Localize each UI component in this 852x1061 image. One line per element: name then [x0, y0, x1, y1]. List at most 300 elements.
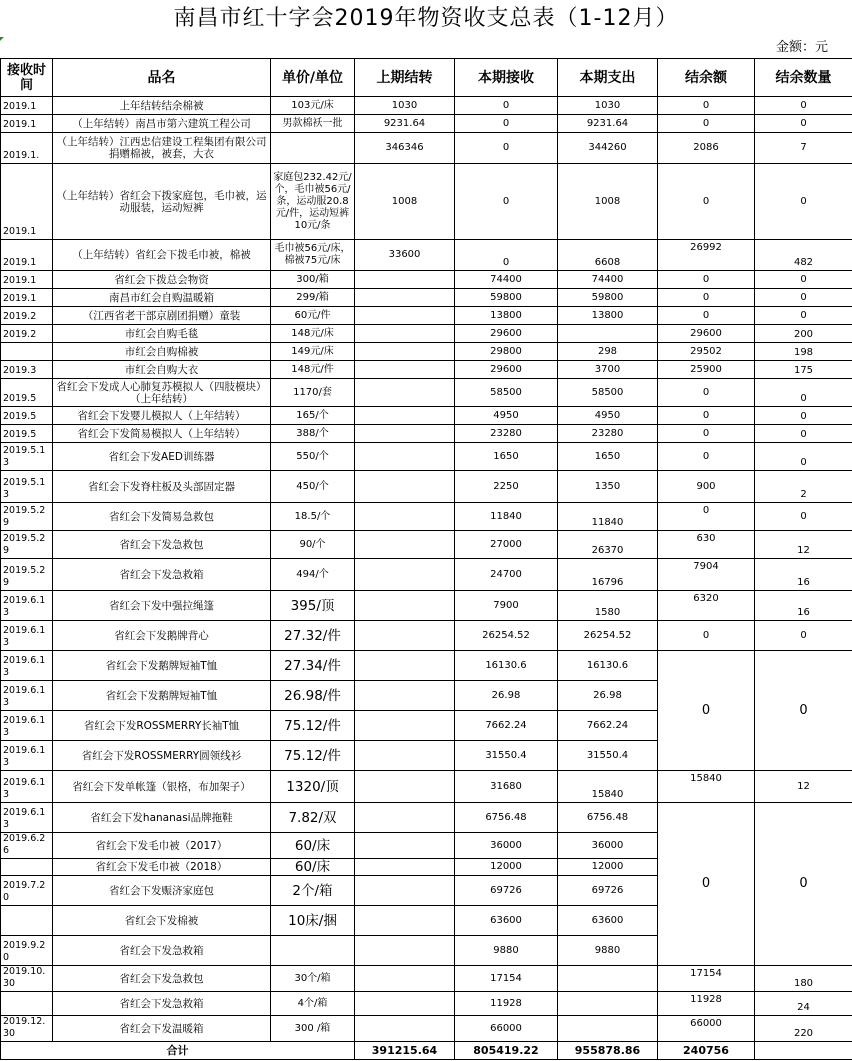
table-row: [1, 471, 852, 503]
quantity-cell: 0: [755, 407, 852, 425]
unit-price-cell: 300 /箱: [271, 1016, 355, 1042]
prev-balance-cell: [355, 591, 455, 621]
item-name-cell: 省红会下发急救箱: [53, 936, 271, 966]
prev-balance-cell: [355, 531, 455, 559]
date-cell: 2019.12.30: [1, 1016, 53, 1042]
quantity-cell: 16: [755, 559, 852, 591]
date-cell: [1, 906, 53, 936]
prev-balance-cell: [355, 343, 455, 361]
total-quantity: [755, 1042, 852, 1060]
total-expense: 955878.86: [558, 1042, 658, 1060]
table-row: [1, 425, 852, 443]
header-cell: 接收时间: [1, 59, 53, 97]
item-name-cell: 省红会下发鹅牌短袖T恤: [53, 681, 271, 711]
received-cell: 7662.24: [455, 711, 558, 741]
total-prev-balance: 391215.64: [355, 1042, 455, 1060]
item-name-cell: 市红会自购毛毯: [53, 325, 271, 343]
table-row: [1, 379, 852, 407]
received-cell: 12000: [455, 859, 558, 876]
table-row: [1, 164, 852, 240]
unit-price-cell: 550/个: [271, 443, 355, 471]
header-cell: 本期接收: [455, 59, 558, 97]
balance-cell: 900: [658, 471, 755, 503]
expense-cell: 6756.48: [558, 803, 658, 833]
prev-balance-cell: [355, 1016, 455, 1042]
balance-cell: 0: [658, 115, 755, 133]
prev-balance-cell: [355, 936, 455, 966]
prev-balance-cell: [355, 741, 455, 771]
balance-cell: 0: [658, 621, 755, 651]
balance-cell: 11928: [658, 992, 755, 1016]
table-row: [1, 289, 852, 307]
quantity-cell: 12: [755, 771, 852, 803]
summary-table: [0, 58, 852, 1060]
received-cell: 26.98: [455, 681, 558, 711]
expense-cell: 4950: [558, 407, 658, 425]
merged-quantity-cell: 0: [755, 651, 852, 771]
unit-price-cell: 75.12/件: [271, 711, 355, 741]
table-row: [1, 531, 852, 559]
date-cell: 2019.1: [1, 271, 53, 289]
prev-balance-cell: [355, 471, 455, 503]
received-cell: 16130.6: [455, 651, 558, 681]
prev-balance-cell: [355, 711, 455, 741]
table-row: [1, 240, 852, 271]
item-name-cell: （上年结转）省红会下拨毛巾被，棉被: [53, 240, 271, 271]
item-name-cell: （上年结转）南昌市第六建筑工程公司: [53, 115, 271, 133]
quantity-cell: 0: [755, 503, 852, 531]
received-cell: 31680: [455, 771, 558, 803]
expense-cell: [558, 966, 658, 992]
balance-cell: 0: [658, 271, 755, 289]
quantity-cell: 0: [755, 425, 852, 443]
date-cell: 2019.2: [1, 307, 53, 325]
unit-price-cell: 30个/箱: [271, 966, 355, 992]
received-cell: 11840: [455, 503, 558, 531]
expense-cell: 26254.52: [558, 621, 658, 651]
expense-cell: 298: [558, 343, 658, 361]
prev-balance-cell: [355, 503, 455, 531]
header-cell: 结余额: [658, 59, 755, 97]
prev-balance-cell: [355, 992, 455, 1016]
item-name-cell: 南昌市红会自购温暖箱: [53, 289, 271, 307]
prev-balance-cell: [355, 833, 455, 859]
unit-price-cell: 60/床: [271, 859, 355, 876]
item-name-cell: （上年结转）江西忠信建设工程集团有限公司捐赠棉被，被套，大衣: [53, 133, 271, 164]
balance-cell: 29600: [658, 325, 755, 343]
date-cell: 2019.3: [1, 361, 53, 379]
received-cell: 26254.52: [455, 621, 558, 651]
item-name-cell: 省红会下发棉被: [53, 906, 271, 936]
unit-price-cell: 450/个: [271, 471, 355, 503]
prev-balance-cell: 1030: [355, 97, 455, 115]
balance-cell: 0: [658, 164, 755, 240]
table-row: [1, 803, 852, 833]
expense-cell: [558, 325, 658, 343]
expense-cell: 1650: [558, 443, 658, 471]
prev-balance-cell: 346346: [355, 133, 455, 164]
prev-balance-cell: [355, 681, 455, 711]
date-cell: 2019.5.13: [1, 443, 53, 471]
prev-balance-cell: [355, 425, 455, 443]
quantity-cell: 0: [755, 115, 852, 133]
expense-cell: 13800: [558, 307, 658, 325]
total-received: 805419.22: [455, 1042, 558, 1060]
table-row: [1, 407, 852, 425]
received-cell: 29600: [455, 325, 558, 343]
date-cell: 2019.1: [1, 97, 53, 115]
date-cell: 2019.9.20: [1, 936, 53, 966]
unit-price-cell: 27.34/件: [271, 651, 355, 681]
received-cell: 7900: [455, 591, 558, 621]
received-cell: 0: [455, 133, 558, 164]
unit-price-cell: 148元/床: [271, 325, 355, 343]
date-cell: 2019.7.20: [1, 876, 53, 906]
expense-cell: 26.98: [558, 681, 658, 711]
expense-cell: 23280: [558, 425, 658, 443]
page-title: 南昌市红十字会2019年物资收支总表（1-12月）: [173, 6, 679, 31]
item-name-cell: 省红会下发ROSSMERRY圆领线衫: [53, 741, 271, 771]
balance-cell: 0: [658, 307, 755, 325]
expense-cell: 9880: [558, 936, 658, 966]
balance-cell: 0: [658, 407, 755, 425]
prev-balance-cell: [355, 325, 455, 343]
quantity-cell: 0: [755, 289, 852, 307]
table-row: [1, 133, 852, 164]
unit-price-cell: 300/箱: [271, 271, 355, 289]
expense-cell: 74400: [558, 271, 658, 289]
item-name-cell: 省红会下拨总会物资: [53, 271, 271, 289]
table-row: [1, 591, 852, 621]
date-cell: 2019.6.13: [1, 681, 53, 711]
item-name-cell: （江西省老干部京剧团捐赠）童装: [53, 307, 271, 325]
unit-price-cell: 18.5/个: [271, 503, 355, 531]
balance-cell: 2086: [658, 133, 755, 164]
date-cell: 2019.6.13: [1, 621, 53, 651]
item-name-cell: 省红会下发急救包: [53, 531, 271, 559]
unit-label: 金额：元: [775, 40, 828, 55]
total-balance: 240756: [658, 1042, 755, 1060]
balance-cell: 25900: [658, 361, 755, 379]
balance-cell: 66000: [658, 1016, 755, 1042]
received-cell: 36000: [455, 833, 558, 859]
header-cell: 结余数量: [755, 59, 852, 97]
expense-cell: 1030: [558, 97, 658, 115]
balance-cell: 0: [658, 379, 755, 407]
date-cell: 2019.5.29: [1, 559, 53, 591]
expense-cell: 1350: [558, 471, 658, 503]
balance-cell: 6320: [658, 591, 755, 621]
balance-cell: 0: [658, 97, 755, 115]
prev-balance-cell: [355, 379, 455, 407]
quantity-cell: 0: [755, 164, 852, 240]
balance-cell: 0: [658, 503, 755, 531]
header-cell: 品名: [53, 59, 271, 97]
table-row: [1, 651, 852, 681]
date-cell: [1, 859, 53, 876]
unit-price-cell: 299/箱: [271, 289, 355, 307]
received-cell: 2250: [455, 471, 558, 503]
quantity-cell: 198: [755, 343, 852, 361]
item-name-cell: 省红会下发AED训练器: [53, 443, 271, 471]
unit-price-cell: 90/个: [271, 531, 355, 559]
balance-cell: 17154: [658, 966, 755, 992]
unit-price-cell: 149元/床: [271, 343, 355, 361]
table-row: [1, 115, 852, 133]
quantity-cell: 2: [755, 471, 852, 503]
received-cell: 11928: [455, 992, 558, 1016]
quantity-cell: 24: [755, 992, 852, 1016]
date-cell: 2019.5: [1, 425, 53, 443]
table-row: [1, 97, 852, 115]
received-cell: 27000: [455, 531, 558, 559]
unit-price-cell: 7.82/双: [271, 803, 355, 833]
quantity-cell: 12: [755, 531, 852, 559]
unit-price-cell: 494/个: [271, 559, 355, 591]
unit-price-cell: 165/个: [271, 407, 355, 425]
expense-cell: 15840: [558, 771, 658, 803]
item-name-cell: 省红会下发ROSSMERRY长袖T恤: [53, 711, 271, 741]
header-cell: 本期支出: [558, 59, 658, 97]
table-row: [1, 361, 852, 379]
unit-price-cell: 男款棉袄一批: [271, 115, 355, 133]
expense-cell: 16130.6: [558, 651, 658, 681]
expense-cell: 12000: [558, 859, 658, 876]
unit-price-cell: 75.12/件: [271, 741, 355, 771]
date-cell: 2019.1: [1, 289, 53, 307]
item-name-cell: 省红会下发鹅牌短袖T恤: [53, 651, 271, 681]
merged-balance-cell: 0: [658, 803, 755, 966]
header-row: [1, 59, 852, 97]
date-cell: 2019.5.29: [1, 503, 53, 531]
item-name-cell: 省红会下发婴儿模拟人（上年结转）: [53, 407, 271, 425]
prev-balance-cell: [355, 966, 455, 992]
expense-cell: [558, 1016, 658, 1042]
date-cell: 2019.1: [1, 164, 53, 240]
quantity-cell: 175: [755, 361, 852, 379]
balance-cell: 26992: [658, 240, 755, 271]
date-cell: 2019.6.26: [1, 833, 53, 859]
unit-price-cell: [271, 133, 355, 164]
date-cell: 2019.6.13: [1, 711, 53, 741]
item-name-cell: 省红会下发hananasi品牌拖鞋: [53, 803, 271, 833]
expense-cell: 16796: [558, 559, 658, 591]
quantity-cell: 220: [755, 1016, 852, 1042]
unit-price-cell: 1320/顶: [271, 771, 355, 803]
total-label: 合计: [1, 1042, 355, 1060]
date-cell: 2019.5.13: [1, 471, 53, 503]
balance-cell: 7904: [658, 559, 755, 591]
balance-cell: 0: [658, 443, 755, 471]
item-name-cell: 市红会自购大衣: [53, 361, 271, 379]
date-cell: 2019.1: [1, 115, 53, 133]
item-name-cell: 市红会自购棉被: [53, 343, 271, 361]
balance-cell: 15840: [658, 771, 755, 803]
date-cell: 2019.5: [1, 407, 53, 425]
date-cell: 2019.1.: [1, 133, 53, 164]
expense-cell: 58500: [558, 379, 658, 407]
received-cell: 66000: [455, 1016, 558, 1042]
item-name-cell: 省红会下发毛巾被（2017）: [53, 833, 271, 859]
unit-price-cell: 家庭包232.42元/个，毛巾被56元/条，运动服20.8元/件，运动短裤10元/条: [271, 164, 355, 240]
quantity-cell: 180: [755, 966, 852, 992]
quantity-cell: 0: [755, 271, 852, 289]
date-cell: 2019.2: [1, 325, 53, 343]
unit-price-cell: 毛巾被56元/床，棉被75元/床: [271, 240, 355, 271]
received-cell: 0: [455, 115, 558, 133]
received-cell: 0: [455, 97, 558, 115]
unit-price-cell: 395/顶: [271, 591, 355, 621]
received-cell: 6756.48: [455, 803, 558, 833]
item-name-cell: 省红会下发脊柱板及头部固定器: [53, 471, 271, 503]
expense-cell: 9231.64: [558, 115, 658, 133]
expense-cell: 1008: [558, 164, 658, 240]
cell-corner-marker: [0, 37, 4, 41]
header-cell: 上期结转: [355, 59, 455, 97]
quantity-cell: 16: [755, 591, 852, 621]
expense-cell: 69726: [558, 876, 658, 906]
quantity-cell: 0: [755, 307, 852, 325]
prev-balance-cell: 33600: [355, 240, 455, 271]
received-cell: 63600: [455, 906, 558, 936]
expense-cell: 11840: [558, 503, 658, 531]
unit-price-cell: 388/个: [271, 425, 355, 443]
table-row: [1, 325, 852, 343]
received-cell: 13800: [455, 307, 558, 325]
unit-price-cell: 60元/件: [271, 307, 355, 325]
date-cell: 2019.6.13: [1, 591, 53, 621]
merged-balance-cell: 0: [658, 651, 755, 771]
item-name-cell: 省红会下发急救包: [53, 966, 271, 992]
item-name-cell: 上年结转结余棉被: [53, 97, 271, 115]
expense-cell: 31550.4: [558, 741, 658, 771]
table-row: [1, 559, 852, 591]
table-row: [1, 443, 852, 471]
table-row: [1, 307, 852, 325]
item-name-cell: 省红会下发简易模拟人（上年结转）: [53, 425, 271, 443]
received-cell: 29800: [455, 343, 558, 361]
item-name-cell: 省红会下发鹅牌背心: [53, 621, 271, 651]
unit-price-cell: 27.32/件: [271, 621, 355, 651]
received-cell: 29600: [455, 361, 558, 379]
table-row: [1, 1016, 852, 1042]
unit-price-cell: 4个/箱: [271, 992, 355, 1016]
item-name-cell: （上年结转）省红会下拨家庭包，毛巾被，运动服装，运动短裤: [53, 164, 271, 240]
expense-cell: 59800: [558, 289, 658, 307]
unit-price-cell: 1170/套: [271, 379, 355, 407]
unit-price-cell: 148元/件: [271, 361, 355, 379]
received-cell: 0: [455, 164, 558, 240]
table-row: [1, 771, 852, 803]
prev-balance-cell: [355, 443, 455, 471]
expense-cell: 7662.24: [558, 711, 658, 741]
unit-price-cell: [271, 936, 355, 966]
unit-price-cell: 103元/床: [271, 97, 355, 115]
prev-balance-cell: [355, 803, 455, 833]
received-cell: 58500: [455, 379, 558, 407]
balance-cell: 0: [658, 289, 755, 307]
date-cell: [1, 343, 53, 361]
date-cell: 2019.5: [1, 379, 53, 407]
quantity-cell: 482: [755, 240, 852, 271]
quantity-cell: 0: [755, 443, 852, 471]
quantity-cell: 0: [755, 97, 852, 115]
table-row: [1, 621, 852, 651]
quantity-cell: 200: [755, 325, 852, 343]
prev-balance-cell: [355, 651, 455, 681]
unit-price-cell: 10床/捆: [271, 906, 355, 936]
expense-cell: [558, 992, 658, 1016]
balance-cell: 0: [658, 425, 755, 443]
prev-balance-cell: [355, 859, 455, 876]
item-name-cell: 省红会下发简易急救包: [53, 503, 271, 531]
balance-cell: 29502: [658, 343, 755, 361]
prev-balance-cell: [355, 771, 455, 803]
quantity-cell: 0: [755, 379, 852, 407]
prev-balance-cell: [355, 876, 455, 906]
item-name-cell: 省红会下发温暖箱: [53, 1016, 271, 1042]
unit-price-cell: 2个/箱: [271, 876, 355, 906]
received-cell: 69726: [455, 876, 558, 906]
unit-price-cell: 60/床: [271, 833, 355, 859]
received-cell: 59800: [455, 289, 558, 307]
expense-cell: 26370: [558, 531, 658, 559]
date-cell: 2019.6.13: [1, 803, 53, 833]
expense-cell: 63600: [558, 906, 658, 936]
expense-cell: 6608: [558, 240, 658, 271]
received-cell: 1650: [455, 443, 558, 471]
prev-balance-cell: [355, 906, 455, 936]
item-name-cell: 省红会下发急救箱: [53, 559, 271, 591]
expense-cell: 36000: [558, 833, 658, 859]
received-cell: 23280: [455, 425, 558, 443]
table-row: [1, 503, 852, 531]
table-row: [1, 343, 852, 361]
quantity-cell: 0: [755, 621, 852, 651]
prev-balance-cell: [355, 407, 455, 425]
item-name-cell: 省红会下发急救箱: [53, 992, 271, 1016]
date-cell: 2019.1: [1, 240, 53, 271]
received-cell: 0: [455, 240, 558, 271]
item-name-cell: 省红会下发中强拉绳篷: [53, 591, 271, 621]
expense-cell: 1580: [558, 591, 658, 621]
item-name-cell: 省红会下发毛巾被（2018）: [53, 859, 271, 876]
prev-balance-cell: [355, 271, 455, 289]
unit-price-cell: 26.98/件: [271, 681, 355, 711]
header-cell: 单价/单位: [271, 59, 355, 97]
item-name-cell: 省红会下发赈济家庭包: [53, 876, 271, 906]
prev-balance-cell: [355, 361, 455, 379]
table-row: [1, 992, 852, 1016]
prev-balance-cell: [355, 307, 455, 325]
date-cell: 2019.5.29: [1, 531, 53, 559]
prev-balance-cell: [355, 559, 455, 591]
prev-balance-cell: [355, 621, 455, 651]
prev-balance-cell: [355, 289, 455, 307]
received-cell: 4950: [455, 407, 558, 425]
quantity-cell: 7: [755, 133, 852, 164]
date-cell: 2019.6.13: [1, 771, 53, 803]
total-row: [1, 1042, 852, 1060]
table-row: [1, 271, 852, 289]
prev-balance-cell: 1008: [355, 164, 455, 240]
received-cell: 31550.4: [455, 741, 558, 771]
received-cell: 9880: [455, 936, 558, 966]
item-name-cell: 省红会下发成人心肺复苏模拟人（四肢模块）（上年结转）: [53, 379, 271, 407]
date-cell: 2019.10.30: [1, 966, 53, 992]
expense-cell: 3700: [558, 361, 658, 379]
date-cell: [1, 992, 53, 1016]
